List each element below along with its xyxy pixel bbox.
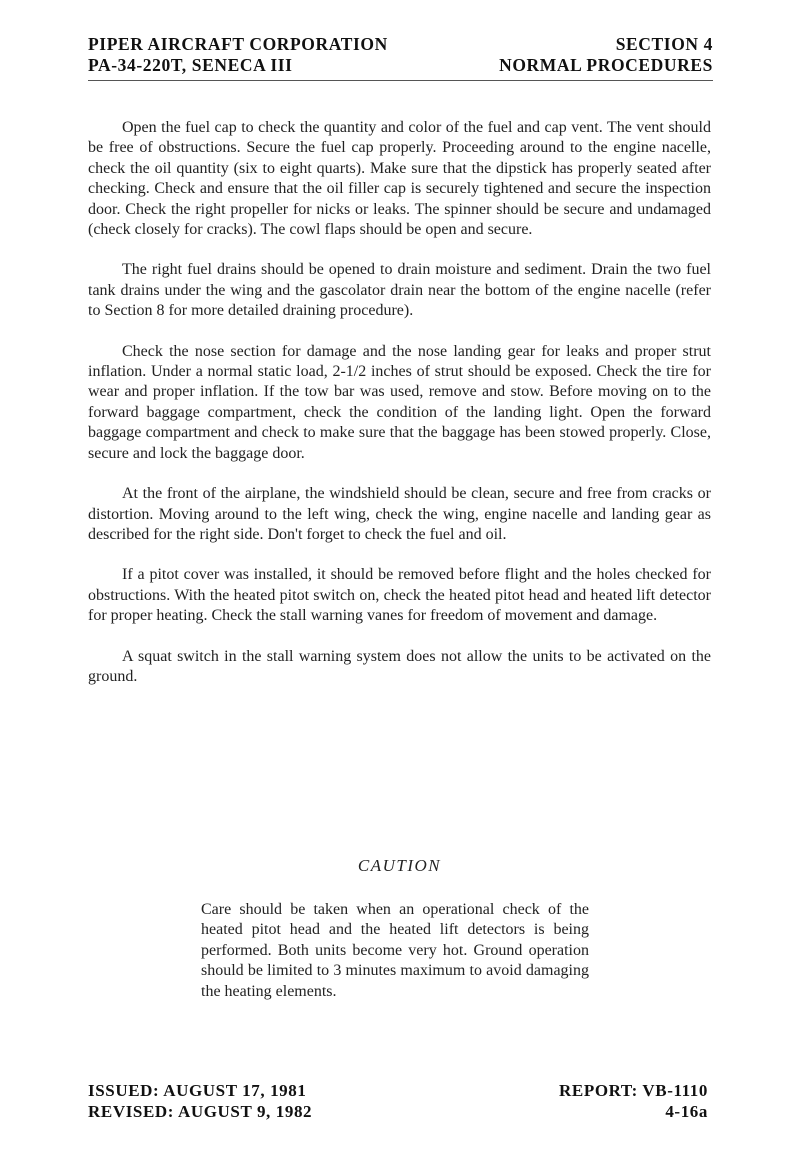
aircraft-model: PA-34-220T, SENECA III	[88, 55, 293, 75]
header-divider	[88, 80, 713, 81]
caution-title: CAUTION	[357, 856, 442, 875]
paragraph-windshield-left-wing: At the front of the airplane, the windshield should be clean, secure and free from cracks or distortion. Moving around to the left wing, check the wing, engine nacelle and landing gear as described for the right side. Don't forget to check the fuel and oil.	[88, 485, 711, 543]
company-name: PIPER AIRCRAFT CORPORATION	[88, 34, 388, 54]
page-footer	[88, 1080, 708, 1122]
caution-text: Care should be taken when an operational check of the heated pitot head and the heated lift detectors is being performed. Both units become very hot. Ground operation should be limited to 3 minutes maximum to avoid damaging the heating elements.	[201, 901, 589, 1000]
page-number: 4-16a	[665, 1102, 708, 1121]
paragraph-pitot-check: If a pitot cover was installed, it should be removed before flight and the holes checked for obstructions. With the heated pitot switch on, check the heated pitot head and heated lift detector for proper heating. Check the stall warning vanes for freedom of movement and damage.	[88, 566, 711, 625]
page-header	[88, 34, 713, 76]
issued-date: ISSUED: AUGUST 17, 1981	[88, 1081, 307, 1100]
body-text	[88, 118, 711, 707]
paragraph-nose-section: Check the nose section for damage and the nose landing gear for leaks and proper strut inflation. Under a normal static load, 2-1/2 inches of strut should be exposed. Check the tire for wear and proper inflation. If the tow bar was used, remove and stow. Before moving on to the forward baggage compartment, check the condition of the landing light. Open the forward baggage compartment and check to make sure that the baggage has been stowed properly. Close, secure and lock the baggage door.	[88, 342, 711, 462]
paragraph-fuel-drains: The right fuel drains should be opened to drain moisture and sediment. Drain the two fuel tank drains under the wing and the gascolator drain near the bottom of the engine nacelle (refer to Section 8 for more detailed draining procedure).	[88, 261, 711, 320]
report-number: REPORT: VB-1110	[559, 1081, 708, 1100]
paragraph-squat-switch: A squat switch in the stall warning system does not allow the units to be activated on the ground.	[88, 647, 711, 685]
section-title: NORMAL PROCEDURES	[499, 55, 713, 75]
revised-date: REVISED: AUGUST 9, 1982	[88, 1102, 313, 1121]
section-number: SECTION 4	[615, 34, 713, 54]
paragraph-fuel-oil-check: Open the fuel cap to check the quantity and color of the fuel and cap vent. The vent should be free of obstructions. Secure the fuel cap properly. Proceeding around to the engine nacelle, check the oil quantity (six to eight quarts). Make sure that the dipstick has properly seated after checking. Check and ensure that the oil filler cap is securely tightened and secure the inspection door. Check the right propeller for nicks or leaks. The spinner should be secure and undamaged (check closely for cracks). The cowl flaps should be open and secure.	[88, 119, 711, 239]
